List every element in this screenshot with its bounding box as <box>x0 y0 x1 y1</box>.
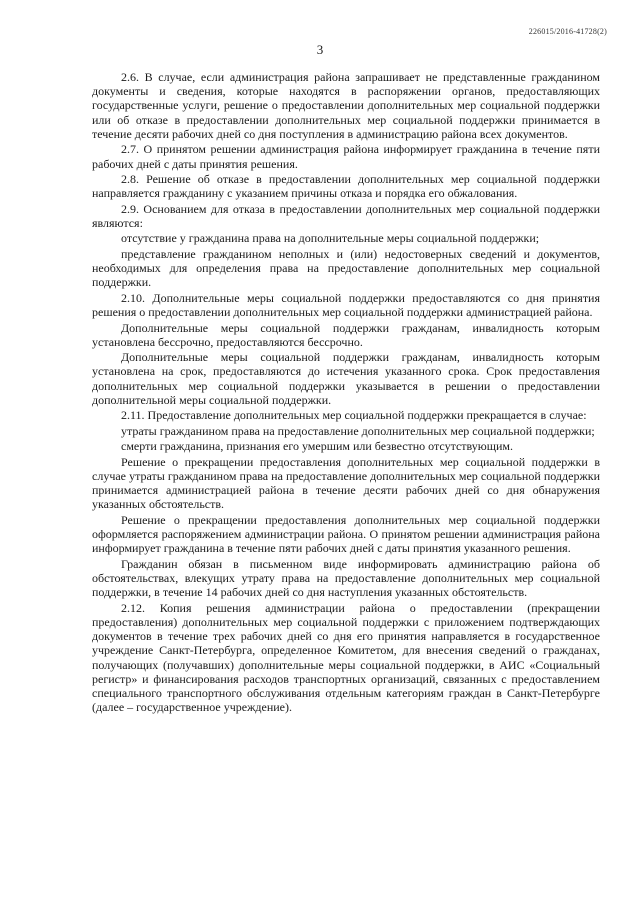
document-body <box>92 70 600 716</box>
paragraph-2-6: 2.6. В случае, если администрация района запрашивает не представленные гражданином документы и сведения, которые находятся в распоряжении органов, предоставляющих государственные услуги, решение о предоставлении дополнительных мер социальной поддержки или об отказе в предоставлении дополнительных мер социальной поддержки принимается в течение десяти рабочих дней со дня поступления в администрацию района всех документов. <box>92 70 600 141</box>
document-id: 226015/2016-41728(2) <box>528 27 607 36</box>
paragraph-termination-order: Решение о прекращении предоставления дополнительных мер социальной поддержки оформляется распоряжением администрации района. О принятом решении администрация района информирует гражданина в течение пяти рабочих дней с даты принятия указанного решения. <box>92 512 600 556</box>
paragraph-termination-decision: Решение о прекращении предоставления дополнительных мер социальной поддержки в случае утраты гражданином права на предоставление дополнительных мер социальной поддержки принимается администрацией района в течение десяти рабочих дней со дня обнаружения указанных обстоятельств. <box>92 454 600 512</box>
paragraph-2-10: 2.10. Дополнительные меры социальной поддержки предоставляются со дня принятия решения о предоставлении дополнительных мер социальной поддержки администрацией района. <box>92 290 600 320</box>
paragraph-2-11: 2.11. Предоставление дополнительных мер социальной поддержки прекращается в случае: <box>121 408 587 423</box>
paragraph-2-7: 2.7. О принятом решении администрация района информирует гражданина в течение пяти рабочих дней с даты принятия решения. <box>92 142 600 171</box>
paragraph-2-12: 2.12. Копия решения администрации района о предоставлении (прекращении предоставления) дополнительных мер социальной поддержки с приложением подтверждающих документов в течение трех рабочих дней со дня его принятия направляется в государственное учреждение Санкт-Петербурга, определенное Комитетом, для внесения сведений о гражданах, получающих (получавших) дополнительные меры социальной поддержки, в АИС «Социальный регистр» и финансирования расходов транспортных организаций, связанных с предоставлением специального транспортного обслуживания отдельным категориям граждан в Санкт-Петербурге (далее – государственное учреждение). <box>92 600 600 715</box>
paragraph-fixed-term: Дополнительные меры социальной поддержки гражданам, инвалидность которым установлена на срок, предоставляются до истечения указанного срока. Срок предоставления дополнительных мер социальной поддержки указывается в решении о предоставлении дополнительной меры социальной поддержки. <box>92 350 600 407</box>
page-number: 3 <box>316 42 324 57</box>
refusal-ground-2: представление гражданином неполных и (или) недостоверных сведений и документов, необходимых для определения права на предоставление дополнительных мер социальной поддержки. <box>92 246 600 290</box>
paragraph-citizen-obligation: Гражданин обязан в письменном виде информировать администрацию района об обстоятельствах, влекущих утрату права на предоставление дополнительных мер социальной поддержки, в течение 14 рабочих дней со дня наступления указанных обстоятельств. <box>92 556 600 600</box>
termination-case-1: утраты гражданином права на предоставление дополнительных мер социальной поддержки; <box>121 423 595 438</box>
paragraph-indefinite: Дополнительные меры социальной поддержки гражданам, инвалидность которым установлена бессрочно, предоставляются бессрочно. <box>92 320 600 349</box>
termination-case-2: смерти гражданина, признания его умершим или безвестно отсутствующим. <box>121 439 514 454</box>
refusal-ground-1: отсутствие у гражданина права на дополнительные меры социальной поддержки; <box>121 231 540 246</box>
paragraph-2-8: 2.8. Решение об отказе в предоставлении дополнительных мер социальной поддержки направляется гражданину с указанием причины отказа и порядка его обжалования. <box>92 172 600 201</box>
paragraph-2-9: 2.9. Основанием для отказа в предоставлении дополнительных мер социальной поддержки являются: <box>92 201 600 230</box>
